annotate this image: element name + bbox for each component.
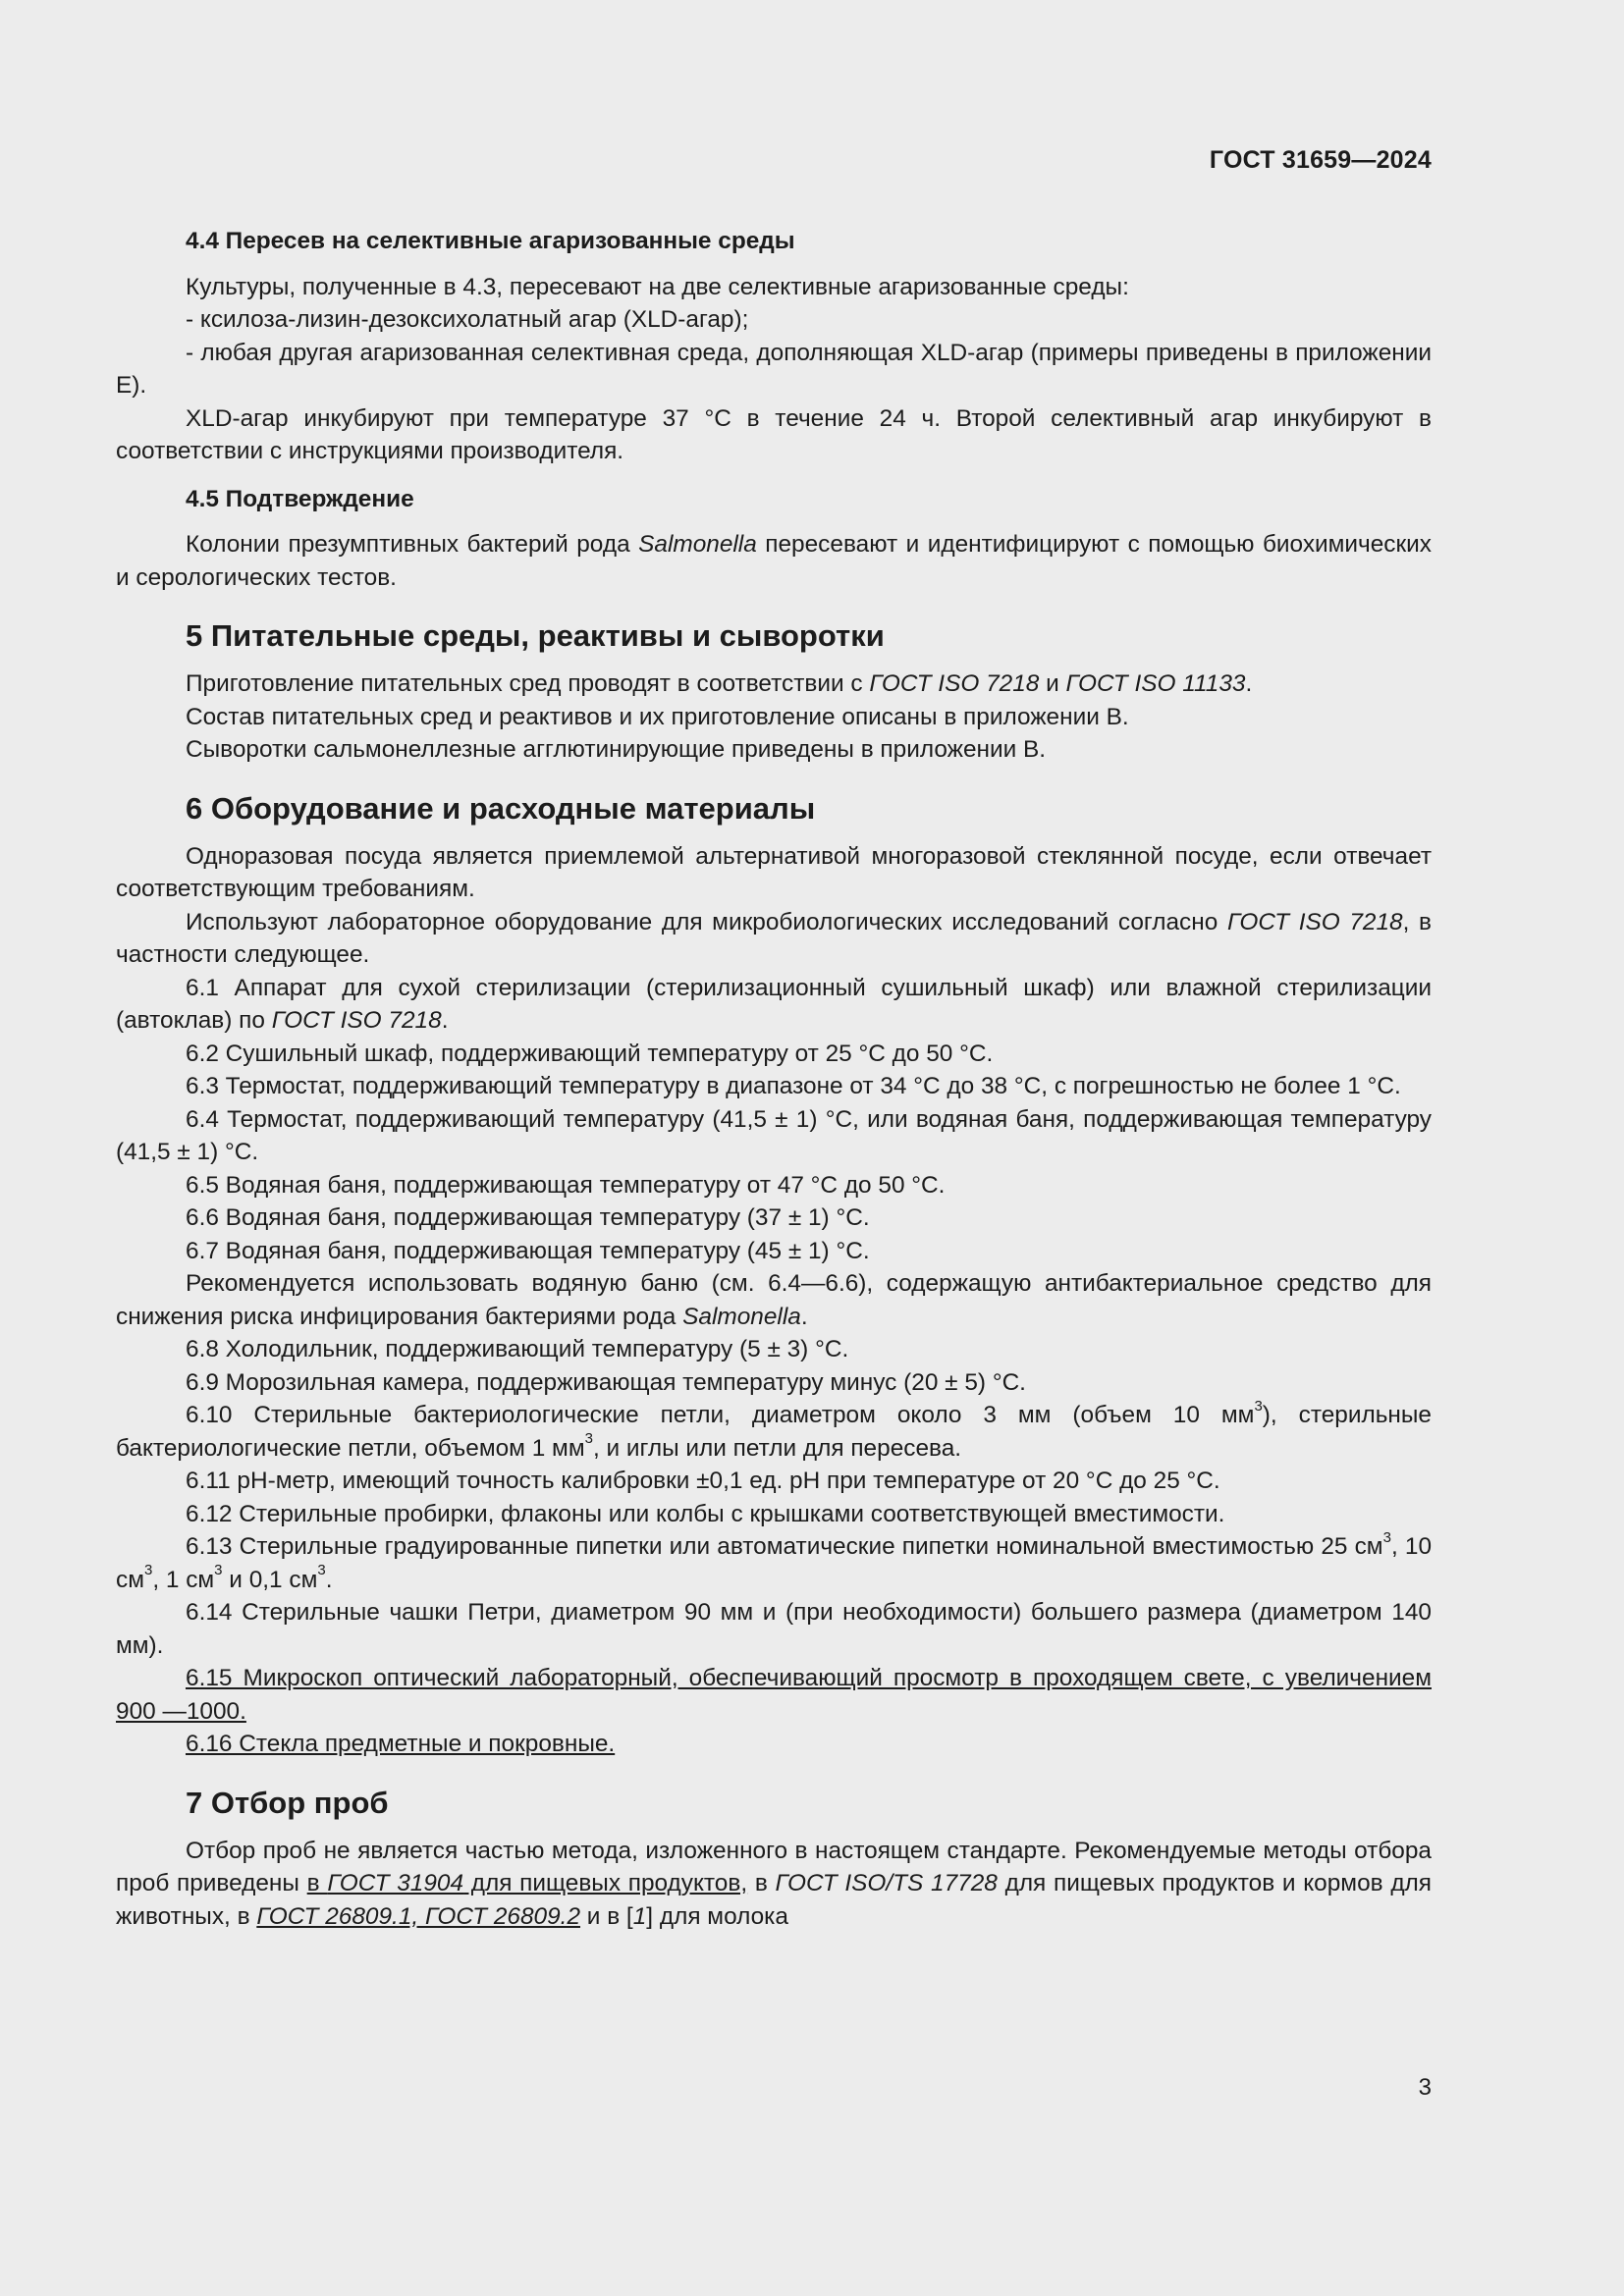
paragraph: Рекомендуется использовать водяную баню (см. 6.4—6.6), содержащую антибактериальное средство для снижения риска инфицирования бактериями рода Salmonella. xyxy=(116,1270,1432,1330)
list-item: 6.12 Стерильные пробирки, флаконы или колбы с крышками соответствующей вместимости. xyxy=(186,1500,1225,1527)
list-item: 6.15 Микроскоп оптический лабораторный, обеспечивающий просмотр в проходящем свете, с увеличением 900 —1000. xyxy=(116,1665,1432,1725)
list-item: 6.9 Морозильная камера, поддерживающая температуру минус (20 ± 5) °С. xyxy=(186,1368,1026,1396)
section-4-4-title: 4.4 Пересев на селективные агаризованные среды xyxy=(186,228,795,254)
standard-reference: ГОСТ ISO/TS 17728 xyxy=(775,1870,998,1896)
page-number: 3 xyxy=(1418,2074,1432,2101)
document-id-header: ГОСТ 31659—2024 xyxy=(1209,146,1432,174)
section-4-5-title: 4.5 Подтверждение xyxy=(186,485,414,512)
paragraph: Используют лабораторное оборудование для микробиологических исследований согласно ГОСТ ISO 7218, в частности следующее. xyxy=(116,908,1432,968)
list-item: 6.4 Термостат, поддерживающий температуру (41,5 ± 1) °С, или водяная баня, поддерживающая температуру (41,5 ± 1) °С. xyxy=(116,1105,1432,1165)
standard-reference: ГОСТ ISO 7218 xyxy=(1226,908,1403,935)
standard-reference: ГОСТ ISO 7218 xyxy=(869,670,1040,697)
standard-reference: ГОСТ 26809.1, ГОСТ 26809.2 xyxy=(256,1902,581,1930)
paragraph: Культуры, полученные в 4.3, пересевают на две селективные агаризованные среды: xyxy=(186,273,1129,300)
paragraph: Приготовление питательных сред проводят в соответствии с ГОСТ ISO 7218 и ГОСТ ISO 11133. xyxy=(186,670,1253,697)
paragraph: XLD-агар инкубируют при температуре 37 °С в течение 24 ч. Второй селективный агар инкубируют в соответствии с инструкциями производителя. xyxy=(116,404,1432,464)
list-item: 6.10 Стерильные бактериологические петли, диаметром около 3 мм (объем 10 $мм^3$), стерильные бактериологические петли, объемом 1 $мм^3$, и иглы или петли для пересева. xyxy=(116,1397,1432,1462)
section-6-title: 6 Оборудование и расходные материалы xyxy=(186,790,816,826)
list-item: 6.7 Водяная баня, поддерживающая температуру (45 ± 1) °С. xyxy=(186,1237,870,1264)
paragraph: Отбор проб не является частью метода, изложенного в настоящем стандарте. Рекомендуемые методы отбора проб приведены в ГОСТ 31904 для пищевых продуктов, в ГОСТ ISO/TS 17728 для пищевых продуктов и кормов для животных, в ГОСТ 26809.1, ГОСТ 26809.2 и в [1] для молока xyxy=(116,1837,1432,1930)
list-item: - любая другая агаризованная селективная среда, дополняющая XLD-агар (примеры приведены в приложении Е). xyxy=(116,339,1432,399)
list-item: 6.1 Аппарат для сухой стерилизации (стерилизационный сушильный шкаф) или влажной стерилизации (автоклав) по ГОСТ ISO 7218. xyxy=(116,974,1432,1034)
list-item: 6.16 Стекла предметные и покровные. xyxy=(186,1731,616,1757)
paragraph: Колонии презумптивных бактерий рода Salmonella пересевают и идентифицируют с помощью биохимических и серологических тестов. xyxy=(116,531,1432,591)
standard-reference: ГОСТ ISO 7218 xyxy=(271,1007,442,1034)
list-item: 6.14 Стерильные чашки Петри, диаметром 90 мм и (при необходимости) большего размера (диаметром 140 мм). xyxy=(116,1599,1432,1659)
paragraph: Сыворотки сальмонеллезные агглютинирующие приведены в приложении В. xyxy=(186,736,1047,763)
standard-reference: ГОСТ ISO 11133 xyxy=(1065,670,1246,697)
list-item: 6.3 Термостат, поддерживающий температуру в диапазоне от 34 °С до 38 °С, с погрешностью не более 1 °С. xyxy=(186,1073,1401,1099)
section-7-title: 7 Отбор проб xyxy=(186,1785,389,1820)
list-item: 6.11 pH-метр, имеющий точность калибровки ±0,1 ед. pH при температуре от 20 °С до 25 °С. xyxy=(186,1468,1220,1494)
list-item: 6.8 Холодильник, поддерживающий температуру (5 ± 3) °С. xyxy=(186,1336,849,1362)
standard-reference: ГОСТ 31904 xyxy=(327,1870,464,1896)
bibliography-reference: 1 xyxy=(632,1902,647,1930)
section-5-title: 5 Питательные среды, реактивы и сыворотки xyxy=(186,618,885,653)
list-item: 6.5 Водяная баня, поддерживающая температуру от 47 °С до 50 °С. xyxy=(186,1171,946,1199)
list-item: 6.2 Сушильный шкаф, поддерживающий температуру от 25 °С до 50 °С. xyxy=(186,1040,994,1067)
list-item: 6.6 Водяная баня, поддерживающая температуру (37 ± 1) °С. xyxy=(186,1204,870,1231)
document-page xyxy=(116,0,1432,2296)
paragraph: Состав питательных сред и реактивов и их приготовление описаны в приложении В. xyxy=(186,703,1129,730)
list-item: 6.13 Стерильные градуированные пипетки или автоматические пипетки номинальной вместимостью 25 $см^3$, 10 $см^3$, 1 $см^3$ и 0,1 $см^3$. xyxy=(116,1528,1433,1593)
paragraph: Одноразовая посуда является приемлемой альтернативой многоразовой стеклянной посуде, если отвечает соответствующим требованиям. xyxy=(116,842,1432,902)
document-body xyxy=(116,225,1432,1933)
list-item: - ксилоза-лизин-дезоксихолатный агар (XLD-агар); xyxy=(186,306,749,333)
